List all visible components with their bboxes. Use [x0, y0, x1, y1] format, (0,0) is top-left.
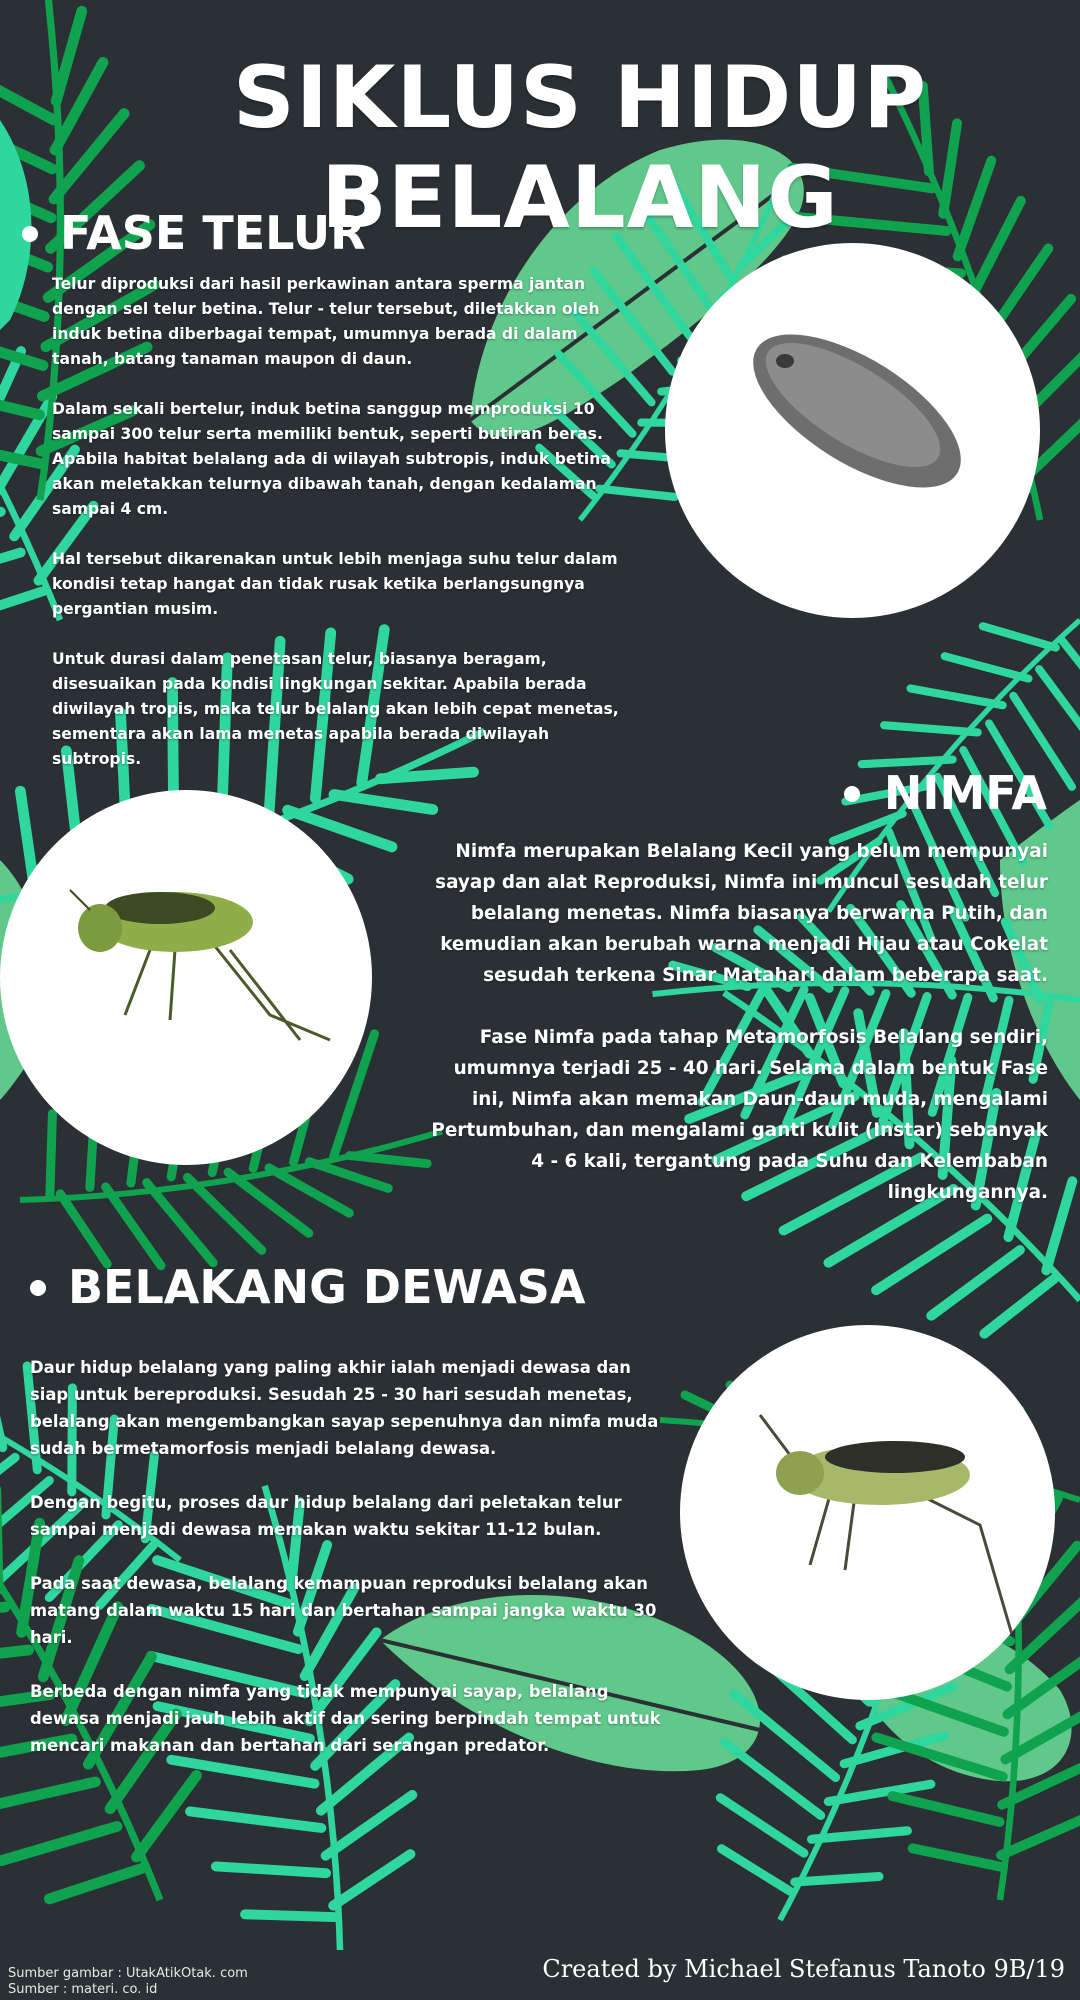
bullet-icon	[844, 786, 860, 802]
heading-text: FASE TELUR	[60, 206, 366, 260]
paragraph: Pada saat dewasa, belalang kemampuan reproduksi belalang akan matang dalam waktu 15 hari dan bertahan sampai jangka waktu 30 hari.	[30, 1574, 657, 1647]
paragraph: Dengan begitu, proses daur hidup belalang dari peletakan telur sampai menjadi dewasa memakan waktu sekitar 11-12 bulan.	[30, 1493, 622, 1539]
section-text-nymph	[418, 836, 1048, 1239]
adult-grasshopper-image	[680, 1325, 1055, 1700]
paragraph: Telur diproduksi dari hasil perkawinan antara sperma jantan dengan sel telur betina. Telur - telur tersebut, diletakkan oleh induk betina diberbagai tempat, umumnya berada di dalam tanah, batang tanaman maupon di daun.	[52, 275, 600, 368]
image-source-text: Sumber gambar : UtakAtikOtak. com	[8, 1966, 248, 1981]
section-heading-adult	[30, 1260, 586, 1314]
section-heading-nymph	[844, 766, 1047, 820]
paragraph: Hal tersebut dikarenakan untuk lebih menjaga suhu telur dalam kondisi tetap hangat dan tidak rusak ketika berlangsungnya pergantian musim.	[52, 550, 618, 618]
text-source-text: Sumber : materi. co. id	[8, 1982, 158, 1997]
paragraph: Nimfa merupakan Belalang Kecil yang belum mempunyai sayap dan alat Reproduksi, Nimfa ini muncul sesudah telur belalang menetas. Nimfa biasanya berwarna Putih, dan kemudian akan berubah warna menjadi Hijau atau Cokelat sesudah terkena Sinar Matahari dalam beberapa saat.	[435, 841, 1048, 986]
grasshopper-nymph-image	[0, 790, 372, 1165]
bullet-icon	[30, 1280, 46, 1296]
paragraph: Untuk durasi dalam penetasan telur, biasanya beragam, disesuaikan pada kondisi lingkungan sekitar. Apabila berada diwilayah tropis, maka telur belalang akan lebih cepat menetas, sementara akan lama menetas apabila berada diwilayah subtropis.	[52, 650, 619, 768]
grasshopper-egg-image	[665, 243, 1040, 618]
heading-text: BELAKANG DEWASA	[68, 1260, 586, 1314]
credit-text: Created by Michael Stefanus Tanoto 9B/19	[542, 1955, 1065, 1983]
paragraph: Dalam sekali bertelur, induk betina sanggup memproduksi 10 sampai 300 telur serta memiliki bentuk, seperti butiran beras. Apabila habitat belalang ada di wilayah subtropis, induk betina akan meletakkan telurnya dibawah tanah, dengan kedalaman sampai 4 cm.	[52, 400, 611, 518]
paragraph: Fase Nimfa pada tahap Metamorfosis Belalang sendiri, umumnya terjadi 25 - 40 hari. Selama dalam bentuk Fase ini, Nimfa akan memakan Daun-daun muda, mengalami Pertumbuhan, dan mengalami ganti kulit (Instar) sebanyak 4 - 6 kali, tergantung pada Suhu dan Kelembaban lingkungannya.	[431, 1027, 1048, 1203]
section-text-egg	[52, 272, 632, 797]
page-title: SIKLUS HIDUP BELALANG	[232, 48, 928, 248]
section-text-adult	[30, 1354, 670, 1786]
bullet-icon	[22, 226, 38, 242]
section-heading-egg	[22, 206, 366, 260]
paragraph: Berbeda dengan nimfa yang tidak mempunyai sayap, belalang dewasa menjadi jauh lebih aktif dan sering berpindah tempat untuk mencari makanan dan bertahan dari serangan predator.	[30, 1682, 661, 1755]
paragraph: Daur hidup belalang yang paling akhir ialah menjadi dewasa dan siap untuk bereproduksi. Sesudah 25 - 30 hari sesudah menetas, belalang akan mengembangkan sayap sepenuhnya dan nimfa muda sudah bermetamorfosis menjadi belalang dewasa.	[30, 1358, 659, 1458]
heading-text: NIMFA	[883, 766, 1047, 820]
